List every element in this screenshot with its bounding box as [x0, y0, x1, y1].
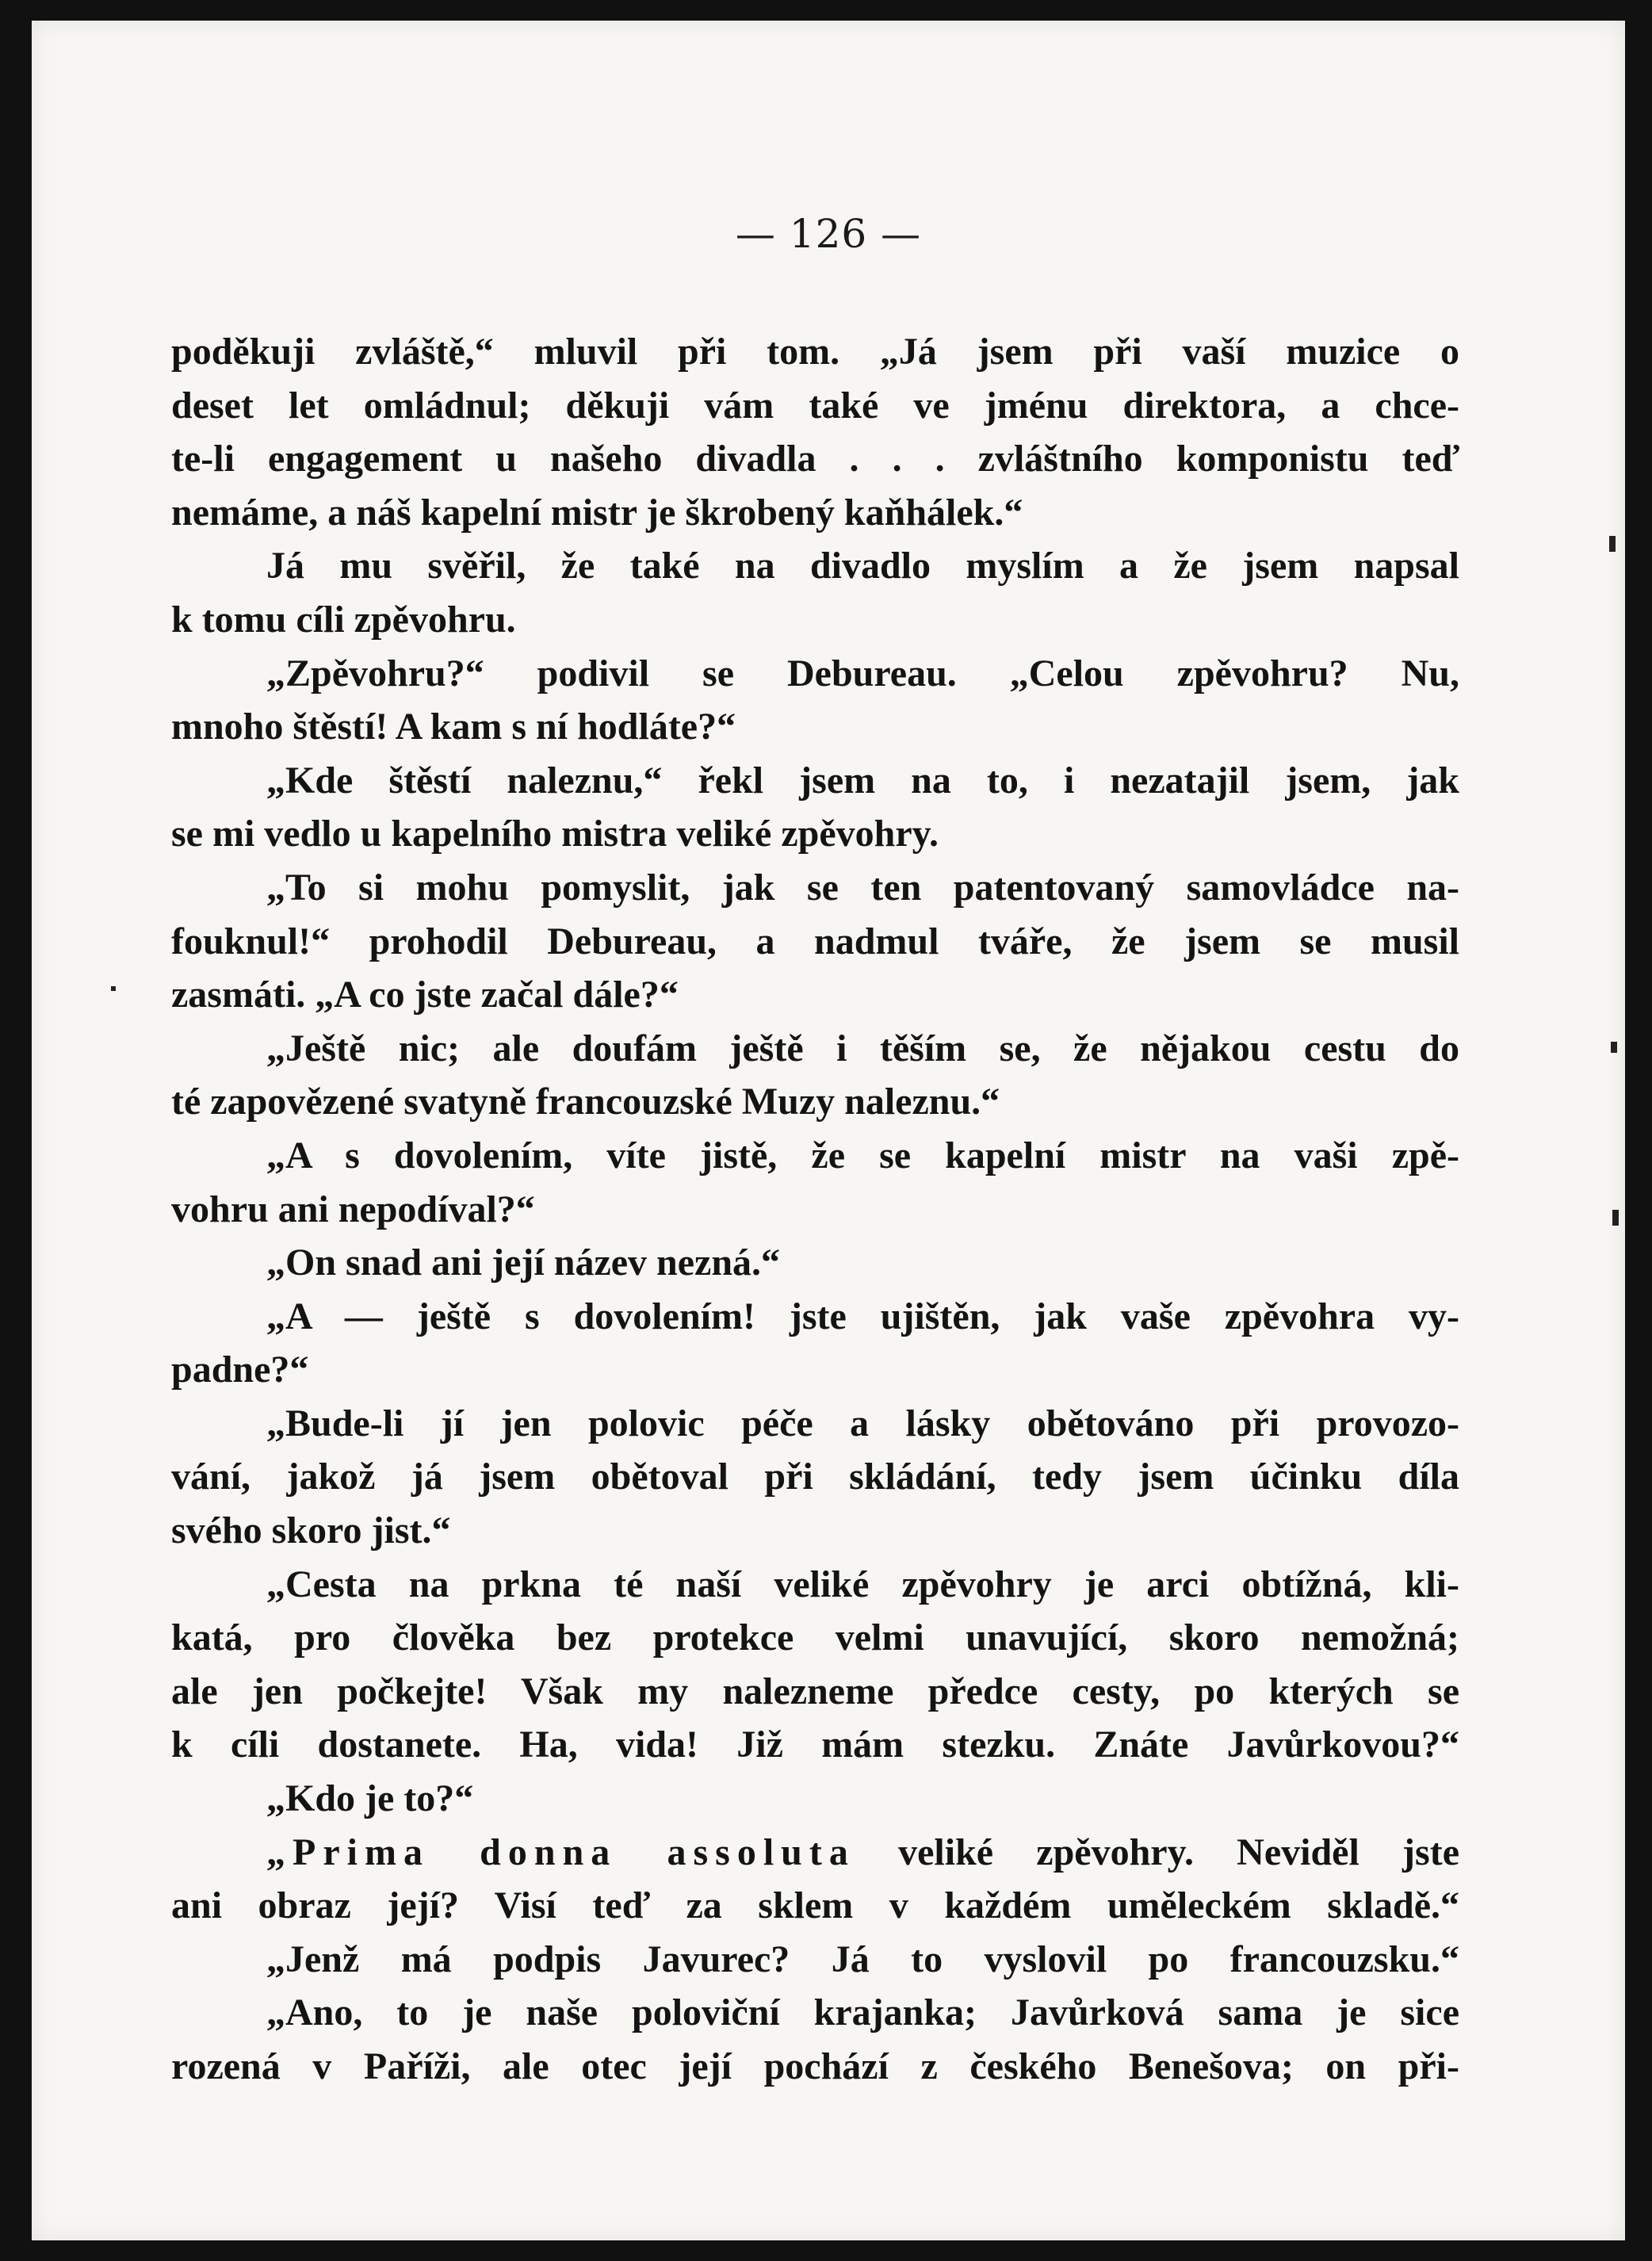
page-number: — 126 — [735, 211, 922, 257]
text-line: „A s dovolením, víte jistě, že se kapelní mistr na vaši zpě- [266, 1134, 1459, 1176]
text-line: té zapovězené svatyně francouzské Muzy naleznu.“ [171, 1081, 1000, 1123]
text-line: ale jen počkejte! Však my nalezneme předce cesty, po kterých se [171, 1670, 1459, 1712]
text-line: katá, pro člověka bez protekce velmi unavující, skoro nemožná; [171, 1616, 1459, 1659]
margin-mark [1611, 1042, 1617, 1053]
text-line: „Cesta na prkna té naší veliké zpěvohry je arci obtížná, kli- [266, 1563, 1459, 1605]
text-line: vání, jakož já jsem obětoval při skládání, tedy jsem účinku díla [171, 1456, 1459, 1498]
text-line: „Kde štěstí naleznu,“ řekl jsem na to, i nezatajil jsem, jak [266, 759, 1459, 801]
text-line: zasmáti. „A co jste začal dále?“ [171, 974, 679, 1016]
text-line: poděkuji zvláště,“ mluvil při tom. „Já jsem při vaší muzice o [171, 331, 1459, 373]
text-line: se mi vedlo u kapelního mistra veliké zpěvohry. [171, 813, 939, 855]
text-line: padne?“ [171, 1349, 309, 1391]
text-line: „Prima donna assoluta veliké zpěvohry. Neviděl jste [266, 1831, 1459, 1873]
text-line: „Ještě nic; ale doufám ještě i těším se, že nějakou cestu do [266, 1027, 1459, 1069]
text-line: mnoho štěstí! A kam s ní hodláte?“ [171, 706, 736, 748]
text-line: „Kdo je to?“ [266, 1777, 474, 1820]
text-line: k cíli dostanete. Ha, vida! Již mám stezku. Znáte Javůrkovou?“ [171, 1723, 1459, 1766]
text-line: fouknul!“ prohodil Debureau, a nadmul tváře, že jsem se musil [171, 920, 1459, 962]
text-line: ani obraz její? Visí teď za sklem v každém uměleckém skladě.“ [171, 1884, 1459, 1927]
margin-mark [1609, 536, 1616, 552]
body-text [171, 325, 1459, 2094]
text-line: „A — ještě s dovolením! jste ujištěn, jak vaše zpěvohra vy- [266, 1295, 1459, 1337]
text-line: „To si mohu pomyslit, jak se ten patentovaný samovládce na- [266, 866, 1459, 909]
text-line: nemáme, a náš kapelní mistr je škrobený kaňhálek.“ [171, 491, 1023, 534]
text-line: „Jenž má podpis Javurec? Já to vyslovil po francouzsku.“ [266, 1938, 1459, 1980]
text-line: „On snad ani její název nezná.“ [266, 1241, 781, 1284]
text-line: „Zpěvohru?“ podivil se Debureau. „Celou zpěvohru? Nu, [266, 652, 1459, 694]
text-line: „Ano, to je naše poloviční krajanka; Javůrková sama je sice [266, 1991, 1459, 2034]
text-line: k tomu cíli zpěvohru. [171, 598, 516, 641]
book-page [32, 21, 1625, 2240]
text-line: „Bude-li jí jen polovic péče a lásky obětováno při provozo- [266, 1402, 1459, 1444]
margin-dot [111, 986, 116, 991]
text-line: svého skoro jist.“ [171, 1509, 451, 1552]
text-line: deset let omládnul; děkuji vám také ve jménu direktora, a chce- [171, 384, 1459, 427]
text-line: te-li engagement u našeho divadla . . . zvláštního komponistu teď [171, 438, 1459, 480]
margin-mark [1612, 1210, 1619, 1226]
text-line: rozená v Paříži, ale otec její pochází z českého Benešova; on při- [171, 2045, 1459, 2087]
text-line: vohru ani nepodíval?“ [171, 1188, 535, 1230]
text-line: Já mu svěřil, že také na divadlo myslím a že jsem napsal [266, 545, 1459, 587]
